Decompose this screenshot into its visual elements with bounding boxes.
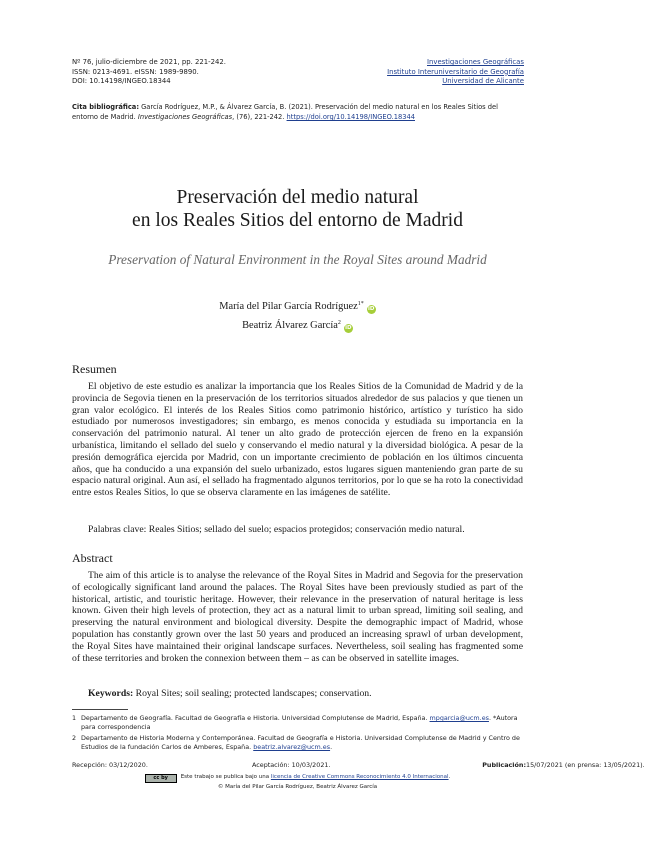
author-name: Beatriz Álvarez García bbox=[242, 320, 338, 331]
citation-text: García Rodríguez, M.P., & Álvarez García, B. (2021). Preservación del medio natural en los Reales Sitios del entorno de Madrid. bbox=[72, 103, 498, 122]
orcid-icon[interactable]: iD bbox=[368, 306, 375, 312]
license-link[interactable]: licencia de Creative Commons Reconocimiento 4.0 Internacional bbox=[270, 774, 449, 780]
article-title bbox=[0, 187, 595, 232]
citation-block bbox=[72, 102, 526, 122]
footnote bbox=[72, 734, 527, 752]
license-text: Este trabajo se publica bajo una bbox=[180, 774, 271, 780]
university-link[interactable]: Universidad de Alicante bbox=[442, 77, 524, 86]
journal-link[interactable]: Investigaciones Geográficas bbox=[427, 58, 524, 66]
institute-link[interactable]: Instituto Interuniversitario de Geografía bbox=[387, 67, 524, 76]
copyright-line: © María del Pilar García Rodríguez, Beatriz Álvarez García bbox=[217, 784, 378, 790]
license-line bbox=[0, 773, 595, 783]
abstract-keywords bbox=[88, 688, 528, 700]
footnote-number: 2 bbox=[72, 733, 77, 742]
abstract-heading: Abstract bbox=[72, 551, 113, 565]
author-list bbox=[0, 296, 595, 334]
footnote-email-link[interactable]: beatriz.alvarez@ucm.es bbox=[253, 742, 331, 751]
accepted-date: Aceptación: 10/03/2021. bbox=[252, 761, 331, 769]
footnote-text: Departamento de Geografía. Facultad de Geografía e Historia. Universidad Complutense de Madrid, España. bbox=[81, 714, 430, 722]
footnote-email-link[interactable]: mpgarcia@ucm.es bbox=[429, 714, 489, 722]
keywords-list: Royal Sites; soil sealing; protected landscapes; conservation. bbox=[133, 688, 372, 699]
resumen-heading: Resumen bbox=[72, 362, 117, 376]
license-text-after: . bbox=[448, 774, 451, 780]
published-date bbox=[482, 761, 645, 769]
doi-line: DOI: 10.14198/INGEO.18344 bbox=[72, 77, 171, 86]
footnote-number: 1 bbox=[72, 714, 77, 722]
footnote bbox=[72, 714, 527, 732]
orcid-icon[interactable]: iD bbox=[345, 325, 352, 331]
author bbox=[0, 296, 595, 315]
citation-label: Cita bibliográfica: bbox=[72, 103, 139, 111]
author-affiliation: 1* bbox=[357, 301, 364, 307]
journal-info bbox=[387, 58, 524, 87]
keywords-list: Reales Sitios; sellado del suelo; espacios protegidos; conservación medio natural. bbox=[146, 524, 465, 535]
author-name: María del Pilar García Rodríguez bbox=[219, 301, 358, 312]
resumen-keywords bbox=[88, 524, 528, 536]
footnote-divider bbox=[72, 709, 128, 710]
footnote-text-after: . bbox=[330, 742, 333, 751]
citation-doi-link[interactable]: https://doi.org/10.14198/INGEO.18344 bbox=[286, 113, 415, 122]
keywords-label: Keywords: bbox=[88, 688, 134, 699]
citation-text-after: , (76), 221-242. bbox=[232, 113, 287, 122]
resumen-text: El objetivo de este estudio es analizar la importancia que los Reales Sitios de la Comunidad de Madrid y de la provincia de Segovia tienen en la preservación de los territorios situados alrededor de sus palacios y que tienen un gran valor ecológico. El interés de los Reales Sitios como patrimonio histórico, artístico y turístico ha sido estudiado por numerosos investigadores; sin embargo, es menos conocida y estudiada su importancia en la conservación del patrimonio natural. Al tener un alto grado de protección ejercen de freno en la expansión urbanística, limitando el sellado del suelo y conservando el medio natural y la diversidad biológica. A pesar de la presión demográfica ejercida por Madrid, con un importante crecimiento de población en los últimos cincuenta años, que ha conducido a una expansión del suelo urbanizado, estos lugares siguen manteniendo gran parte de su espacio natural original. Aun así, el sellado ha fragmentado algunos territorios, por lo que se ha roto la conectividad entre estos Reales Sitios, lo que se observa claramente en las imágenes de satélite. bbox=[72, 381, 523, 499]
license-block bbox=[0, 773, 595, 791]
title-line: Preservación del medio natural bbox=[176, 187, 419, 208]
title-line: en los Reales Sitios del entorno de Madrid bbox=[132, 209, 463, 231]
issn-line: ISSN: 0213-4691. eISSN: 1989-9890. bbox=[72, 67, 199, 76]
footnote-text-after: . *Autora para correspondencia bbox=[81, 714, 518, 731]
published-value: 15/07/2021 (en prensa: 13/05/2021). bbox=[526, 761, 645, 769]
author bbox=[0, 315, 595, 334]
footnote-text: Departamento de Historia Moderna y Contemporánea. Facultad de Geografía e Historia. Universidad Complutense de Madrid y Centro de Estudios de la fundación Carlos de Amberes, España. bbox=[81, 733, 520, 751]
issue-info bbox=[72, 58, 226, 87]
abstract-text: The aim of this article is to analyse the relevance of the Royal Sites in Madrid and Segovia for the preservation of ecologically significant land around the palaces. The Royal Sites have been previously studied as part of the historical, artistic, and touristic heritage. However, their relevance in the preservation of natural heritage is less known. Given their high levels of protection, they act as a natural limit to urban spread, limiting soil sealing, and preserving the natural environment and biological diversity. Despite the demographic impact of Madrid, whose population has constantly grown over the last 50 years and produced an increasing sprawl of urban development, the Royal Sites have maintained their original landscape surfaces. Nevertheless, soil sealing has fragmented some of these territories and broken the connexion between them – as can be observed in satellite images. bbox=[72, 570, 523, 664]
cc-by-icon[interactable]: cc by bbox=[145, 774, 177, 783]
published-label: Publicación: bbox=[482, 761, 526, 769]
article-subtitle: Preservation of Natural Environment in the Royal Sites around Madrid bbox=[108, 252, 487, 267]
received-date: Recepción: 03/12/2020. bbox=[72, 761, 148, 769]
citation-journal: Investigaciones Geográficas bbox=[137, 113, 233, 122]
author-affiliation: 2 bbox=[337, 320, 341, 326]
issue-line: Nº 76, julio-diciembre de 2021, pp. 221-242. bbox=[72, 58, 226, 66]
keywords-label: Palabras clave: bbox=[88, 524, 147, 535]
footnotes bbox=[72, 714, 527, 754]
